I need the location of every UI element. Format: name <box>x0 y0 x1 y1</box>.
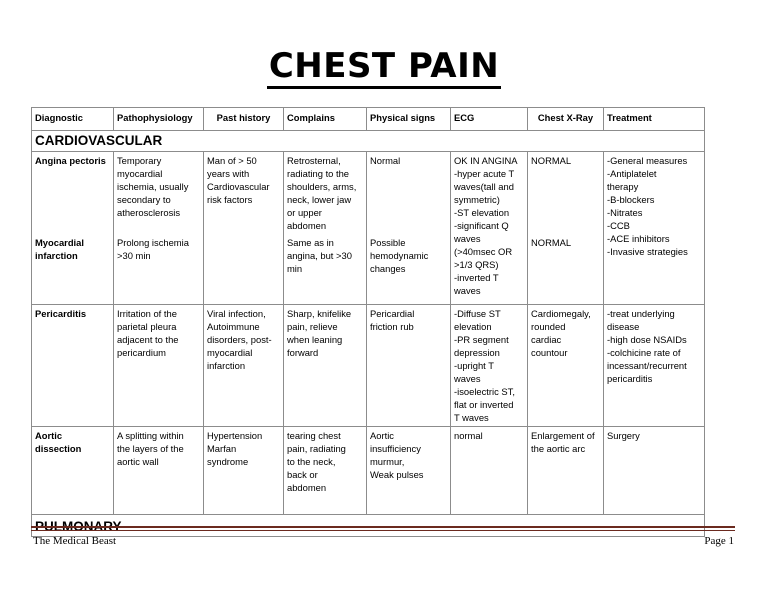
cell-complains: Retrosternal, radiating to the shoulders, arms, neck, lower jaw or upper abdomen <box>284 152 367 235</box>
cell-diagnostic: Myocardial infarction <box>32 234 114 304</box>
cell-diagnostic: Pericarditis <box>32 304 114 426</box>
footer-source: The Medical Beast <box>33 535 117 547</box>
header-ecg: ECG <box>451 108 528 131</box>
header-pathophysiology: Pathophysiology <box>114 108 204 131</box>
cell-pathophysiology: Temporary myocardial ischemia, usually secondary to atherosclerosis <box>114 152 204 235</box>
header-treatment: Treatment <box>604 108 705 131</box>
cell-physical-signs: Normal <box>367 152 451 235</box>
table-row-pericarditis <box>32 304 705 426</box>
chest-pain-table <box>31 107 705 537</box>
cell-diagnostic: Angina pectoris <box>32 152 114 235</box>
header-complains: Complains <box>284 108 367 131</box>
cell-chest-xray: NORMAL <box>528 234 604 304</box>
table-row-aortic <box>32 426 705 514</box>
cell-chest-xray: Enlargement of the aortic arc <box>528 426 604 514</box>
footer-rule-thick <box>31 526 735 528</box>
header-past-history: Past history <box>204 108 284 131</box>
cell-chest-xray: Cardiomegaly, rounded cardiac countour <box>528 304 604 426</box>
section-cardiovascular: CARDIOVASCULAR <box>32 131 705 152</box>
section-row-cardiovascular <box>32 131 705 152</box>
cell-pathophysiology: A splitting within the layers of the aortic wall <box>114 426 204 514</box>
cell-chest-xray: NORMAL <box>528 152 604 235</box>
cell-physical-signs: Aortic insufficiency murmur, Weak pulses <box>367 426 451 514</box>
footer-page-number: Page 1 <box>704 535 734 547</box>
cell-past-history: Viral infection, Autoimmune disorders, post- myocardial infarction <box>204 304 284 426</box>
cell-treatment: -treat underlying disease -high dose NSAIDs -colchicine rate of incessant/recurrent pericarditis <box>604 304 705 426</box>
cell-treatment: Surgery <box>604 426 705 514</box>
header-physical-signs: Physical signs <box>367 108 451 131</box>
cell-pathophysiology: Prolong ischemia >30 min <box>114 234 204 304</box>
section-row-pulmonary <box>32 514 705 536</box>
cell-past-history: Hypertension Marfan syndrome <box>204 426 284 514</box>
cell-diagnostic: Aortic dissection <box>32 426 114 514</box>
cell-physical-signs: Pericardial friction rub <box>367 304 451 426</box>
cell-complains: Sharp, knifelike pain, relieve when leaning forward <box>284 304 367 426</box>
section-pulmonary <box>32 514 705 536</box>
table-row-angina <box>32 152 705 235</box>
cell-treatment-shared: -General measures -Antiplatelet therapy -B-blockers -Nitrates -CCB -ACE inhibitors -Invasive strategies <box>604 152 705 305</box>
page-title: CHEST PAIN <box>0 44 768 88</box>
footer-rule-thin <box>31 530 735 531</box>
cell-ecg-shared: OK IN ANGINA -hyper acute T waves(tall and symmetric) -ST elevation -significant Q waves (>40msec OR >1/3 QRS) -inverted T waves <box>451 152 528 305</box>
cell-past-history: Man of > 50 years with Cardiovascular risk factors <box>204 152 284 305</box>
cell-complains: tearing chest pain, radiating to the neck, back or abdomen <box>284 426 367 514</box>
header-diagnostic: Diagnostic <box>32 108 114 131</box>
cell-ecg: normal <box>451 426 528 514</box>
cell-physical-signs: Possible hemodynamic changes <box>367 234 451 304</box>
cell-pathophysiology: Irritation of the parietal pleura adjacent to the pericardium <box>114 304 204 426</box>
header-row <box>32 108 705 131</box>
cell-ecg: -Diffuse ST elevation -PR segment depression -upright T waves -isoelectric ST, flat or inverted T waves <box>451 304 528 426</box>
header-chest-xray: Chest X-Ray <box>528 108 604 131</box>
cell-complains: Same as in angina, but >30 min <box>284 234 367 304</box>
